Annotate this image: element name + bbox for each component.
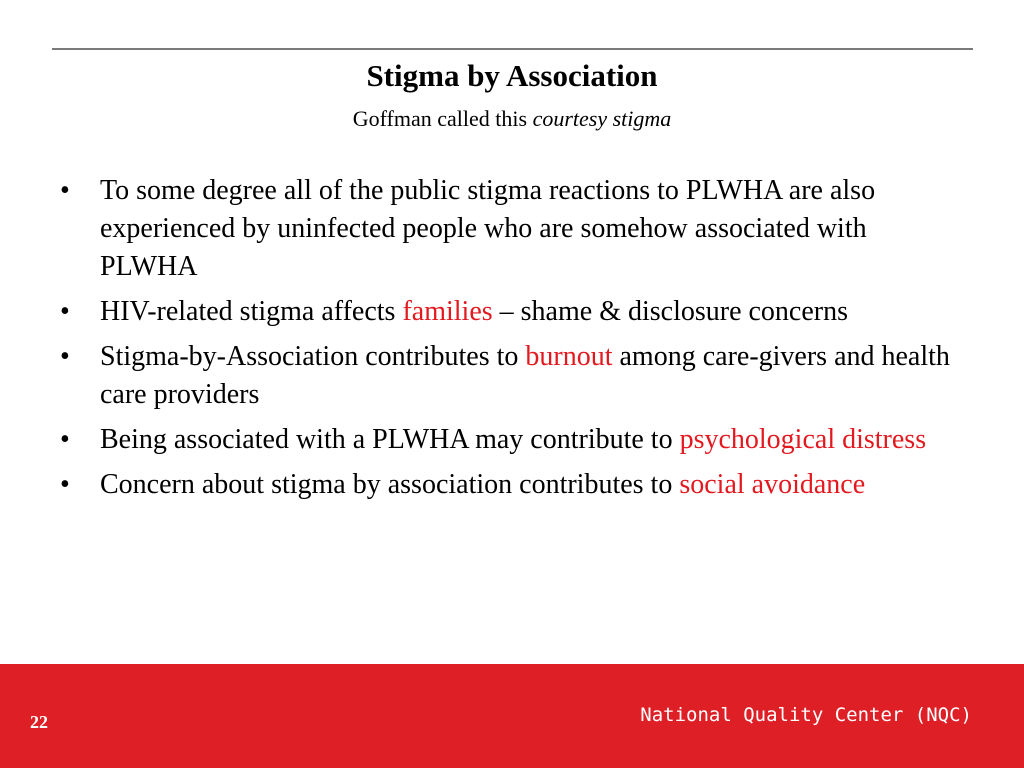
bullet-text: Being associated with a PLWHA may contribute to bbox=[100, 424, 680, 455]
bullet-highlight: families bbox=[402, 296, 493, 327]
bullet-text: To some degree all of the public stigma reactions to PLWHA are also experienced by uninfected people who are somehow associated with PLWHA bbox=[100, 175, 876, 282]
organization-logo-text: National Quality Center (NQC) bbox=[640, 704, 972, 726]
bullet-text: among care-givers and health care providers bbox=[100, 341, 950, 410]
bullet-text: HIV-related stigma affects bbox=[100, 296, 403, 327]
bullet-marker: • bbox=[60, 424, 70, 455]
subtitle-emphasis: courtesy stigma bbox=[532, 106, 672, 131]
bullet-text: Concern about stigma by association contributes to bbox=[100, 469, 680, 500]
bullet-item bbox=[60, 466, 970, 504]
bullet-highlight: psychological distress bbox=[679, 424, 927, 455]
slide-subtitle bbox=[0, 104, 1024, 134]
bullet-highlight: burnout bbox=[525, 341, 613, 372]
bullet-text: Stigma-by-Association contributes to bbox=[100, 341, 526, 372]
bullet-marker: • bbox=[60, 296, 70, 327]
subtitle-text: Goffman called this bbox=[352, 106, 533, 131]
bullet-marker: • bbox=[60, 175, 70, 206]
bullet-item bbox=[60, 421, 970, 459]
page-number: 22 bbox=[30, 712, 48, 732]
top-divider bbox=[52, 48, 973, 50]
bullet-item bbox=[60, 172, 970, 286]
slide-title: Stigma by Association bbox=[366, 58, 658, 93]
bullet-marker: • bbox=[60, 469, 70, 500]
bullet-text: – shame & disclosure concerns bbox=[492, 296, 849, 327]
bullet-highlight: social avoidance bbox=[679, 469, 866, 500]
bullet-item bbox=[60, 293, 970, 331]
bullet-list bbox=[60, 172, 970, 511]
footer-bar bbox=[0, 664, 1024, 768]
bullet-item bbox=[60, 338, 970, 414]
bullet-marker: • bbox=[60, 341, 70, 372]
